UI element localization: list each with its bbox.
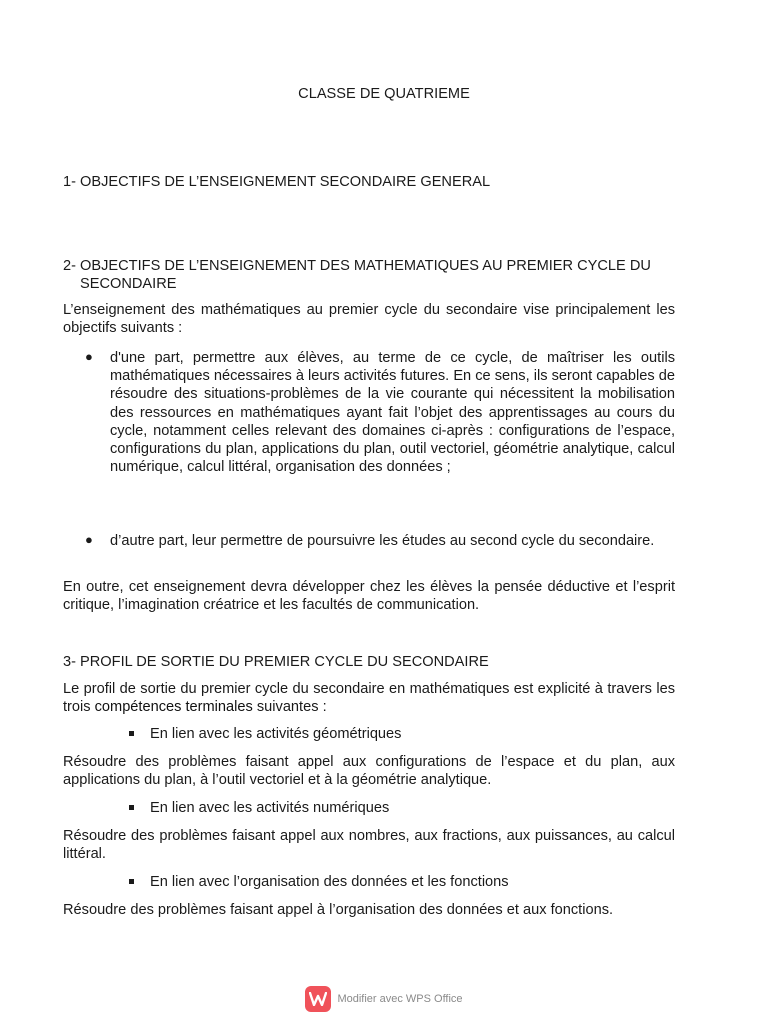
document-title: CLASSE DE QUATRIEME bbox=[298, 86, 470, 102]
competence-description: Résoudre des problèmes faisant appel aux configurations de l’espace et du plan, aux applications du plan, à l’outil vectoriel et à la géométrie analytique. bbox=[63, 754, 675, 789]
wps-edit-label: Modifier avec WPS Office bbox=[337, 993, 463, 1005]
bullet-icon: ● bbox=[85, 349, 93, 364]
section-3-intro-emphasis: compétences terminales bbox=[94, 699, 253, 716]
section-2-heading bbox=[63, 257, 651, 293]
competence-label: En lien avec l’organisation des données et les fonctions bbox=[129, 873, 509, 891]
section-3-intro-suffix: suivantes : bbox=[252, 699, 327, 716]
wps-edit-link[interactable] bbox=[0, 986, 768, 1012]
square-bullet-icon bbox=[129, 731, 134, 736]
section-2-closing: En outre, cet enseignement devra développer chez les élèves la pensée déductive et l’esprit critique, l’imagination créatrice et les facultés de communication. bbox=[63, 579, 675, 614]
wps-logo-icon bbox=[305, 986, 331, 1012]
bullet-text: d’autre part, leur permettre de poursuivre les études au second cycle du secondaire. bbox=[110, 533, 655, 549]
list-item bbox=[85, 532, 675, 550]
square-bullet-icon bbox=[129, 879, 134, 884]
section-3-heading: 3- PROFIL DE SORTIE DU PREMIER CYCLE DU SECONDAIRE bbox=[63, 654, 489, 670]
section-3-intro bbox=[63, 680, 675, 716]
bullet-text: d'une part, permettre aux élèves, au terme de ce cycle, de maîtriser les outils mathématiques nécessaires à leurs activités futures. En ce sens, ils seront capables de résoudre des situations-problèmes de la vie courante qui nécessitent la mobilisation des ressources en mathématiques ayant fait l’objet des apprentissages au cours du cycle, notamment celles relevant des domaines ci-après : configurations de l’espace, configurations du plan, applications du plan, outil vectoriel, géométrie analytique, calcul numérique, calcul littéral, organisation des données ; bbox=[110, 350, 675, 476]
section-1-heading: 1- OBJECTIFS DE L’ENSEIGNEMENT SECONDAIRE GENERAL bbox=[63, 174, 491, 190]
competence-label: En lien avec les activités numériques bbox=[129, 799, 389, 817]
section-2-heading-line1: 2- OBJECTIFS DE L’ENSEIGNEMENT DES MATHEMATIQUES AU PREMIER CYCLE DU bbox=[63, 258, 651, 274]
section-2-intro: L’enseignement des mathématiques au premier cycle du secondaire vise principalement les objectifs suivants : bbox=[63, 302, 675, 337]
section-2-heading-line2: SECONDAIRE bbox=[80, 276, 177, 292]
square-bullet-icon bbox=[129, 805, 134, 810]
section-3-intro-prefix: Le profil de sortie du premier cycle du secondaire en mathématiques est explicité à travers les trois bbox=[63, 681, 675, 716]
competence-label: En lien avec les activités géométriques bbox=[129, 725, 401, 743]
list-item bbox=[85, 349, 675, 476]
competence-description: Résoudre des problèmes faisant appel aux nombres, aux fractions, aux puissances, au calcul littéral. bbox=[63, 828, 675, 863]
competence-description: Résoudre des problèmes faisant appel à l’organisation des données et aux fonctions. bbox=[63, 902, 614, 918]
bullet-icon: ● bbox=[85, 532, 93, 547]
